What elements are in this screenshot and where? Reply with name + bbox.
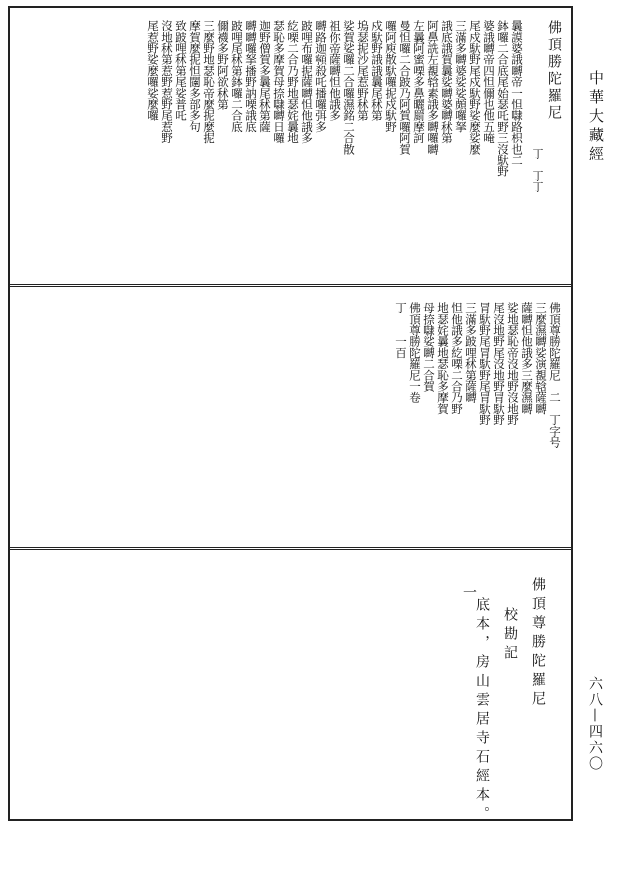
panel-top-text-column: 瑟恥多摩賀母捺㘑嚩日囉: [272, 20, 286, 144]
panel-middle-text-column: 三滿多跛哩秫第薩嚩: [464, 302, 478, 403]
panel-top-text-column: 嚩路迦𩕳殺吒播囉弭多: [314, 20, 328, 133]
divider-top: [10, 284, 571, 287]
panel-middle-text-column: 佛頂尊勝陀羅尼一卷: [408, 302, 422, 403]
collection-title: 中華大藏經: [587, 70, 605, 165]
panel-middle-text-column: 丁 一百: [394, 302, 408, 359]
page-number: 六八—四六〇: [587, 676, 603, 772]
panel-top-text-column: 儞襪多野阿欲秫第: [216, 20, 230, 110]
panel-top-text-column: 紇㗚二合乃野地瑟姹曩地: [286, 20, 300, 144]
collation-marker: 一: [461, 585, 477, 599]
panel-top-text-column: 三麼野地瑟恥帝麼抳麼抳: [202, 20, 216, 144]
panel-middle-text-column: 冐馱野尾冐馱野尾冐馱野: [478, 302, 492, 426]
panel-middle-text-column: 娑地瑟恥帝沒地野沒地野: [506, 302, 520, 426]
panel-middle-text-column: 三麼濕嚩娑演覩𤚥薩嚩: [534, 302, 548, 415]
panel-top-text: [147, 20, 523, 275]
panel-top-text-column: 鉢囉二合底尾始瑟吒野三沒馱野: [496, 20, 510, 177]
panel-top-text-column: 阿鼻詵左覩𤚥素誐多嚩囉嚩: [426, 20, 440, 155]
panel-top-subtitle: 丁 丁丁: [531, 148, 544, 192]
panel-top-text-column: 三滿多嚩婆娑娑頗囉拏: [454, 20, 468, 133]
panel-top-text-column: 嚩嚩囉拏播野訥㗚誐底: [244, 20, 258, 133]
divider-bottom: [10, 547, 571, 550]
panel-top-text-column: 跛哩布囉抳薩嚩怛他誐多: [300, 20, 314, 144]
panel-middle-text-column: 薩嚩怛他誐多三麼濕嚩: [520, 302, 534, 415]
panel-middle-text-column: 怛他誐多紇㗚二合乃野: [450, 302, 464, 415]
panel-middle-text-column: 尾沒地野尾沒地野冐馱野: [492, 302, 506, 426]
panel-middle-text-column: 地瑟姹曩地瑟恥多摩賀: [436, 302, 450, 415]
page-frame: [8, 6, 573, 825]
panel-top-text-column: 婆誐嚩帝四怛儞也他五唵: [482, 20, 496, 144]
panel-top-text-column: 致跛哩秫第尾娑普吒: [174, 20, 188, 121]
panel-top-text-column: 塢瑟抳沙尾惹野秫第: [356, 20, 370, 121]
panel-top-text-column: 摩賀麼抳怛闥多部多句: [188, 20, 202, 133]
panel-top-text-column: 戍馱野誐誐曩尾秫第: [370, 20, 384, 121]
collation-column: 校勘記: [502, 607, 518, 664]
panel-top-text-column: 曩謨婆誐嚩帝一怛㘑路枳也二: [510, 20, 524, 166]
collation-column: 底本，房山雲居寺石經本。: [474, 597, 490, 825]
panel-top-text-column: 迦野僧賀多曩尾秫第薩: [258, 20, 272, 133]
panel-top-title: 佛頂勝陀羅尼: [546, 20, 562, 122]
panel-top-text-column: 囉阿庾散馱囉抳戍馱野: [384, 20, 398, 133]
panel-middle-text: [395, 302, 561, 534]
panel-top-text-column: 跛哩尾秫第鉢囉二合底: [230, 20, 244, 133]
panel-middle-text-column: 母捺㘑娑嚩二合賀: [422, 302, 436, 392]
panel-top: [10, 8, 571, 284]
panel-top-text-column: 娑賀娑囉二合囉濕銘二合散: [342, 20, 356, 155]
panel-middle: [10, 288, 571, 543]
panel-top-text-column: 尾戍馱野尾戍馱野娑麼娑麼: [468, 20, 482, 155]
panel-top-text-column: 沒地秫第惹野惹野尾惹野: [160, 20, 174, 144]
panel-top-text-column: 尾惹野娑麼囉娑麼囉: [146, 20, 160, 121]
panel-middle-text-column: 佛頂尊勝陀羅尼 二 丁字号: [548, 302, 562, 448]
panel-top-text-column: 曼怛囉二合跛乃阿賀囉阿賀: [398, 20, 412, 155]
collation-notes: [474, 577, 546, 825]
collation-column: 佛頂尊勝陀羅尼: [530, 577, 546, 710]
panel-top-text-column: 左曩阿蜜㗚多鼻曬罽摩訶: [412, 20, 426, 144]
panel-top-text-column: 誐底誐賀曩娑嚩婆嚩秫第: [440, 20, 454, 144]
panel-top-text-column: 祖你帝薩嚩怛他誐多: [328, 20, 342, 121]
panel-bottom: [10, 551, 571, 825]
